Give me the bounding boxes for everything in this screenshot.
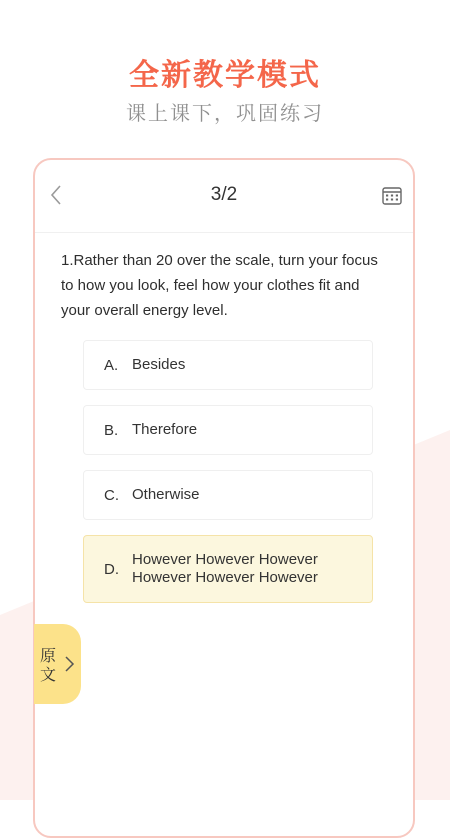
- original-text-tab[interactable]: [34, 624, 81, 704]
- grid-calendar-icon: [381, 185, 403, 207]
- option-text: Therefore: [132, 421, 198, 438]
- option-letter: A.: [104, 356, 119, 374]
- quiz-screen: [33, 158, 415, 838]
- answer-sheet-button[interactable]: [381, 185, 403, 207]
- option-b[interactable]: [83, 405, 373, 455]
- question-text: 1.Rather than 20 over the scale, turn your focus to how you look, feel how your clothes fit and your overall energy level.: [61, 252, 378, 319]
- option-text: However However However However However However: [132, 551, 318, 586]
- chevron-right-icon: [63, 654, 75, 674]
- option-text: Otherwise: [132, 486, 200, 503]
- option-c[interactable]: [83, 470, 373, 520]
- option-d[interactable]: [83, 535, 373, 603]
- original-text-label: 原文: [40, 646, 57, 684]
- option-text: Besides: [132, 356, 186, 373]
- option-a[interactable]: [83, 340, 373, 390]
- option-letter: D.: [104, 560, 119, 578]
- option-letter: C.: [104, 486, 119, 504]
- option-letter: B.: [104, 421, 119, 439]
- page-counter: 3/2: [210, 184, 238, 205]
- top-bar: [35, 160, 413, 233]
- promo-subtitle: 课上课下，巩固练习: [126, 101, 324, 125]
- promo-title: 全新教学模式: [129, 58, 321, 93]
- promo-header: [0, 54, 450, 128]
